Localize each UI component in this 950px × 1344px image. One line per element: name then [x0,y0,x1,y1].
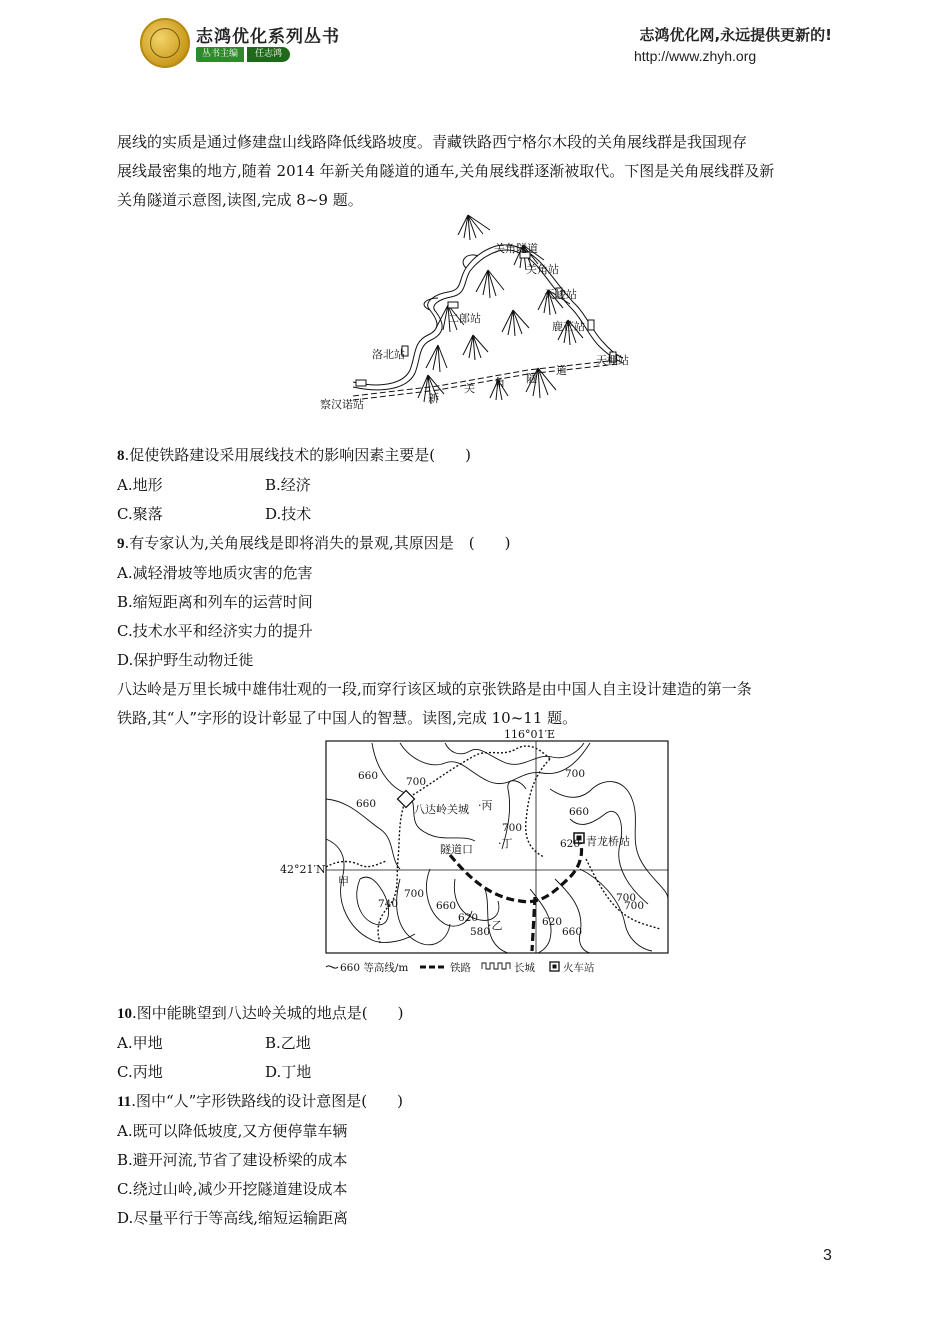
label-chahan-station: 察汉诺站 [320,398,364,411]
question-11: 11.图中“人”字形铁路线的设计意图是( ) [117,1092,403,1110]
legend-railway: 铁路 [450,962,471,974]
label-badaling-guancheng: 八达岭关城 [414,803,469,816]
label-new-tunnel-char: 新 [428,392,439,405]
label-guanjiao-tunnel: 关角隧道 [494,242,538,255]
label-luobei-station: 洛北站 [372,348,405,361]
label-jia: 甲 [338,875,349,888]
label-new-tunnel-char: 隧 [526,372,537,385]
figure2-badaling-map [280,729,680,979]
contour-label: 660 [356,798,377,810]
contour-label: 700 [502,822,523,834]
legend-station: 火车站 [563,962,595,974]
page-number: 3 [823,1247,832,1264]
label-yi: ·乙 [488,919,503,932]
option: A.减轻滑坡等地质灾害的危害 [117,564,313,582]
question-10-options-row [117,1058,837,1087]
contour-label: 660 [358,770,379,782]
page-header [0,0,950,90]
option: C.丙地 [117,1063,163,1081]
contour-label: 620 [560,838,581,850]
label-guanjiao-station: 关角站 [526,263,559,276]
question-8-options-row [117,471,837,500]
option: A.地形 [117,476,163,494]
question-8-options-row [117,500,837,529]
contour-label: 700 [616,892,637,904]
label-new-tunnel-char: 角 [494,376,505,389]
contour-label: 660 [569,806,590,818]
series-title: 志鸿优化系列丛书 [196,27,340,47]
option: A.既可以降低坡度,又方便停靠车辆 [117,1122,348,1140]
mountain-icon [502,310,529,336]
option: B.乙地 [265,1034,311,1052]
intro1-line: 展线最密集的地方,随着 2014 年新关角隧道的通车,关角展线群逐渐被取代。下图是关角展线群及新 [117,162,775,180]
option: D.保护野生动物迁徙 [117,651,254,669]
question-9: 9.有专家认为,关角展线是即将消失的景观,其原因是 ( ) [117,534,511,552]
header-slogan: 志鸿优化网,永远提供更新的! [639,26,832,44]
figure1-guanjiao-map [318,210,638,415]
editor-name: 任志鸿 [247,47,290,62]
mountain-icon [476,270,504,298]
editor-badge [196,47,290,62]
label-new-tunnel-char: 道 [556,364,567,377]
contour-label: 740 [378,898,399,910]
intro2-line: 八达岭是万里长城中雄伟壮观的一段,而穿行该区域的京张铁路是由中国人自主设计建造的第一条 [117,680,752,698]
longitude-label: 116°01′E [504,729,556,741]
contour-label: 620 [458,912,479,924]
intro2-line: 铁路,其“人”字形的设计彰显了中国人的智慧。读图,完成 10~11 题。 [117,709,578,727]
label-tianpeng-station: 天棚站 [596,354,629,367]
latitude-label: 42°21′N [280,863,326,876]
label-erlang-station: 二郎站 [448,312,481,325]
option: C.绕过山岭,减少开挖隧道建设成本 [117,1180,348,1198]
option: D.丁地 [265,1063,312,1081]
station-marker [588,320,594,330]
legend-wall-symbol [482,963,510,969]
mountain-icon [458,215,490,240]
contour-label: 580 [470,926,491,938]
contour-label: 700 [565,768,586,780]
question-10-options-row [117,1029,837,1058]
intro1-line: 关角隧道示意图,读图,完成 8~9 题。 [117,191,363,209]
contour-label: 700 [624,900,645,912]
contour-label: 620 [542,916,563,928]
label-qinglongqiao-station: 青龙桥站 [586,835,630,848]
legend-contour: 660 等高线/m [340,962,409,974]
contour-label: 660 [436,900,457,912]
question-10: 10.图中能眺望到八达岭关城的地点是( ) [117,1004,404,1022]
mountain-icon [426,345,447,372]
option: D.尽量平行于等高线,缩短运输距离 [117,1209,349,1227]
option: C.技术水平和经济实力的提升 [117,622,313,640]
mountain-icon [463,335,488,360]
option: B.避开河流,节省了建设桥梁的成本 [117,1151,348,1169]
contour-label: 700 [406,776,427,788]
station-marker [356,380,366,386]
header-url[interactable]: http://www.zhyh.org [634,48,757,64]
new-tunnel-dashed [353,360,618,400]
question-8: 8.促使铁路建设采用展线技术的影响因素主要是( ) [117,446,471,464]
zhanxian-railway [353,245,623,390]
station-marker [448,302,458,308]
option: C.聚落 [117,505,163,523]
label-lumang-station: 鹿芒站 [552,320,585,333]
option: A.甲地 [117,1034,163,1052]
legend-contour-symbol [326,966,338,968]
intro1-line: 展线的实质是通过修建盘山线路降低线路坡度。青藏铁路西宁格尔木段的关角展线群是我国现存 [117,133,748,151]
label-bing: ·丙 [478,799,493,812]
label-tianjun-station: 天峻站 [544,288,577,301]
editor-label: 丛书主编 [196,47,244,62]
label-tunnel-mouth: 隧道口 [440,843,473,856]
contour-label: 700 [404,888,425,900]
option: B.经济 [265,476,311,494]
map-legend [326,961,595,974]
option: D.技术 [265,505,312,523]
series-logo-icon [140,18,190,68]
label-new-tunnel-char: 关 [464,382,475,395]
contour-label: 660 [562,926,583,938]
label-ding: ·丁 [498,837,513,850]
legend-wall: 长城 [514,962,535,974]
option: B.缩短距离和列车的运营时间 [117,593,313,611]
